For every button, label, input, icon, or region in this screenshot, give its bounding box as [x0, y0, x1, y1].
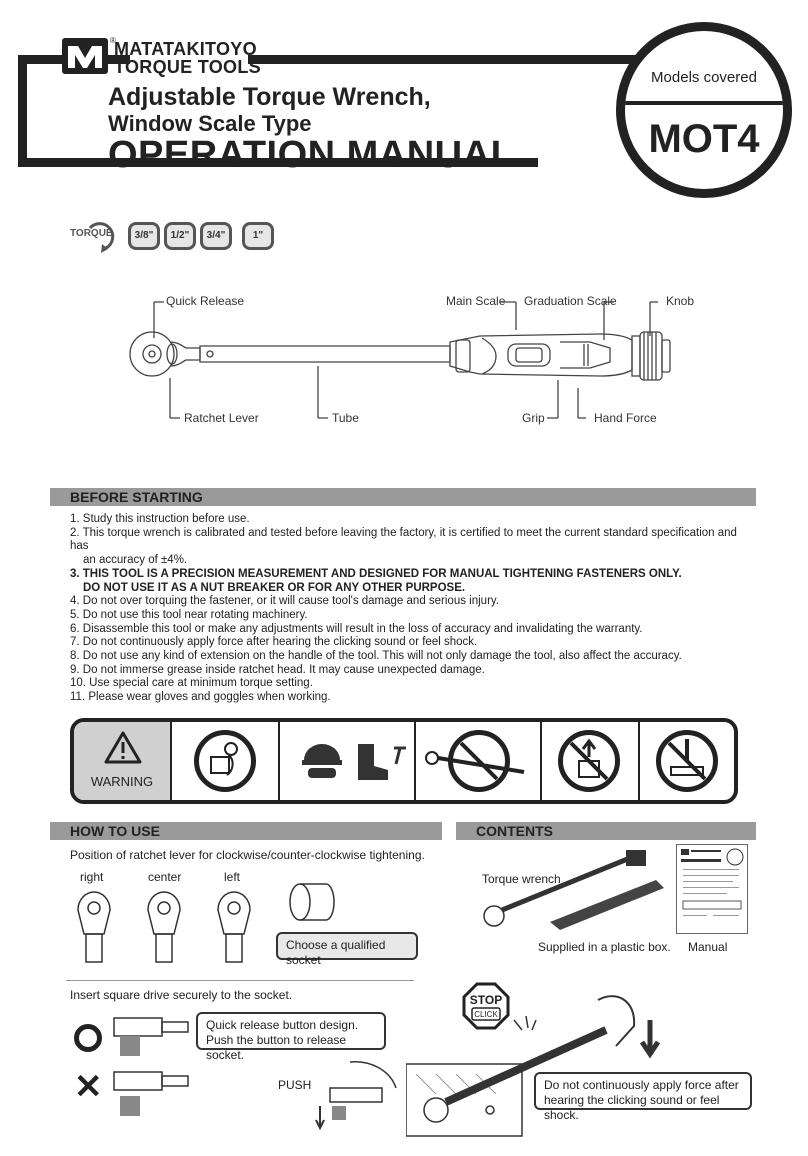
rule-item: 4. Do not over torquing the fastener, or it will cause tool's damage and serious injury. — [70, 595, 499, 608]
position-center-label: center — [148, 870, 182, 884]
size-badge-1-2: 1/2" — [164, 222, 196, 250]
socket-icon — [286, 882, 336, 929]
header-top-rule — [248, 55, 648, 64]
ratchet-head-left-icon — [214, 888, 254, 969]
incorrect-socket-drawing — [112, 1070, 192, 1123]
ppe-cell — [280, 722, 416, 800]
socket-note: Choose a qualified socket — [276, 932, 418, 960]
ratchet-head-right-icon — [74, 888, 114, 969]
size-badge-3-4: 3/4" — [200, 222, 232, 250]
models-badge — [616, 22, 792, 198]
before-starting-header — [50, 488, 756, 506]
torque-label: TORQUE — [70, 228, 113, 239]
no-striking-icon — [558, 730, 620, 792]
quick-release-note-line2: Push the button to release socket. — [206, 1033, 347, 1062]
correct-socket-drawing — [112, 1016, 192, 1065]
manual-label: Manual — [688, 940, 728, 954]
rule-item: 9. Do not immerse grease inside ratchet head. It may cause unexpected damage. — [70, 663, 485, 676]
doc-title-line2: Window Scale Type — [108, 111, 312, 136]
label-quick-release: Quick Release — [166, 294, 245, 308]
brand-name — [114, 40, 261, 76]
quick-release-note-line1: Quick release button design. — [206, 1018, 359, 1032]
contents-title: CONTENTS — [476, 823, 553, 839]
how-to-use-divider — [66, 980, 414, 981]
no-hammer-cell — [542, 722, 640, 800]
ratchet-instruction: Position of ratchet lever for clockwise/counter-clockwise tightening. — [70, 848, 425, 862]
warning-cell — [74, 722, 172, 800]
how-to-use-header — [50, 822, 442, 840]
label-ratchet-lever: Ratchet Lever — [184, 411, 259, 425]
brand-logo — [62, 38, 108, 74]
rule-item: an accuracy of ±4%. — [83, 554, 188, 567]
stop-label: STOP — [469, 993, 503, 1007]
rule-item: DO NOT USE IT AS A NUT BREAKER OR FOR ANY OTHER PURPOSE. — [83, 581, 466, 594]
label-knob: Knob — [666, 294, 695, 308]
torque-wrench-box-drawing — [480, 844, 670, 939]
force-note-line2: hearing the clicking sound or feel shock. — [544, 1093, 720, 1122]
torque-wrench-label: Torque wrench — [482, 872, 561, 886]
warning-triangle-icon — [104, 730, 142, 769]
doc-title-line1: Adjustable Torque Wrench, — [108, 83, 431, 111]
position-left-label: left — [224, 870, 241, 884]
models-covered-label: Models covered — [651, 69, 757, 86]
rule-item: 2. This torque wrench is calibrated and tested before leaving the factory, it is certified to meet the current standard specification and has — [70, 526, 737, 553]
wrench-icon — [424, 748, 532, 783]
brand-line1: MATATAKITOYO — [114, 39, 257, 59]
model-code: MOT4 — [648, 117, 760, 161]
before-starting-title: BEFORE STARTING — [70, 489, 203, 505]
label-grip: Grip — [522, 411, 545, 425]
manual-thumbnail — [676, 844, 748, 934]
click-label: CLICK — [474, 1010, 498, 1019]
rule-item: 3. THIS TOOL IS A PRECISION MEASUREMENT AND DESIGNED FOR MANUAL TIGHTENING FASTENERS ONLY. — [70, 567, 682, 580]
size-badge-1: 1" — [242, 222, 274, 250]
safety-boots-icon — [354, 740, 408, 789]
plastic-box-label: Supplied in a plastic box. — [538, 940, 671, 954]
warning-label: WARNING — [90, 774, 154, 789]
helmet-goggles-icon — [300, 738, 344, 789]
brand-line2: TORQUE TOOLS — [114, 57, 261, 77]
rule-item: 11. Please wear gloves and goggles when working. — [70, 691, 331, 704]
push-label: PUSH — [278, 1078, 312, 1092]
registered-mark: ® — [110, 36, 116, 45]
models-divider — [625, 101, 783, 105]
label-tube: Tube — [332, 411, 359, 425]
incorrect-cross-icon: ✕ — [74, 1068, 103, 1106]
correct-circle-icon — [74, 1024, 102, 1052]
rule-item: 7. Do not continuously apply force after hearing the clicking sound or feel shock. — [70, 636, 478, 649]
size-badge-3-8: 3/8" — [128, 222, 160, 250]
force-warning-note — [534, 1072, 752, 1122]
read-manual-cell — [172, 722, 280, 800]
no-tap-cell — [640, 722, 734, 800]
no-screwdriver-icon — [656, 730, 718, 792]
quick-release-note — [196, 1012, 386, 1062]
rule-item: 10. Use special care at minimum torque setting. — [70, 677, 313, 690]
label-main-scale: Main Scale — [446, 294, 506, 308]
doc-title-main: OPERATION MANUAL — [108, 134, 515, 176]
no-extension-cell — [416, 722, 542, 800]
rule-item: 5. Do not use this tool near rotating machinery. — [70, 608, 308, 621]
rules-list — [70, 513, 750, 705]
read-manual-icon — [194, 730, 256, 792]
force-note-line1: Do not continuously apply force after — [544, 1078, 739, 1092]
insert-instruction: Insert square drive securely to the socket. — [70, 988, 293, 1002]
rule-item: 6. Disassemble this tool or make any adjustments will result in the loss of accuracy and invalidating the warranty. — [70, 622, 643, 635]
position-right-label: right — [80, 870, 104, 884]
rule-item: 1. Study this instruction before use. — [70, 513, 250, 525]
how-to-use-title: HOW TO USE — [70, 823, 160, 839]
ratchet-head-center-icon — [144, 888, 184, 969]
label-graduation-scale: Graduation Scale — [524, 294, 617, 308]
label-hand-force: Hand Force — [594, 411, 657, 425]
push-hand-drawing — [310, 1058, 400, 1135]
contents-header — [456, 822, 756, 840]
rule-item: 8. Do not use any kind of extension on the handle of the tool. This will not only damage the tool, also affect the accuracy. — [70, 650, 682, 663]
